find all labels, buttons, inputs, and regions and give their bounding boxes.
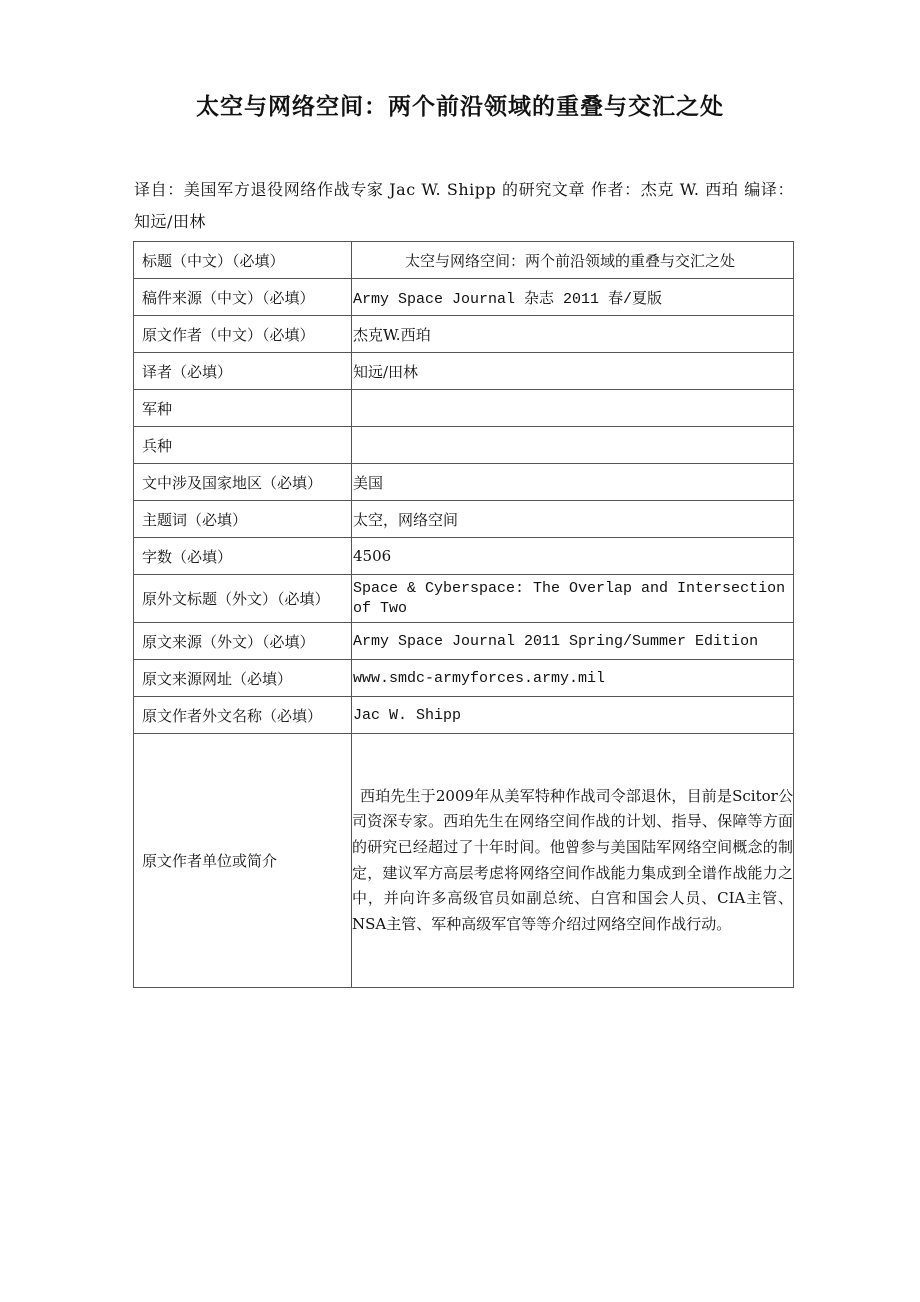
table-row (134, 242, 794, 279)
row-label-word-count: 字数（必填） (134, 538, 352, 575)
row-label-original-source: 原文来源（外文）（必填） (134, 623, 352, 660)
row-label-translator: 译者（必填） (134, 353, 352, 390)
row-label-service: 军种 (134, 390, 352, 427)
row-label-title-cn: 标题（中文）（必填） (134, 242, 352, 279)
table-row (134, 390, 794, 427)
row-label-author-bio: 原文作者单位或简介 (134, 734, 352, 988)
row-label-branch: 兵种 (134, 427, 352, 464)
table-row (134, 623, 794, 660)
row-value-source-url: www.smdc-armyforces.army.mil (352, 660, 794, 697)
row-label-author-cn: 原文作者（中文）（必填） (134, 316, 352, 353)
row-value-original-title: Space & Cyberspace: The Overlap and Intersection of Two (352, 575, 794, 623)
row-label-original-title: 原外文标题（外文）（必填） (134, 575, 352, 623)
table-row (134, 316, 794, 353)
translation-source-line: 译自：美国军方退役网络作战专家 Jac W. Shipp 的研究文章 作者：杰克 W. 西珀 编译：知远/田林 (134, 180, 794, 231)
article-info-table (133, 241, 794, 988)
row-value-countries: 美国 (352, 464, 794, 501)
row-label-source-url: 原文来源网址（必填） (134, 660, 352, 697)
row-value-title-cn: 太空与网络空间：两个前沿领域的重叠与交汇之处 (352, 242, 794, 279)
table-row (134, 501, 794, 538)
table-row (134, 660, 794, 697)
table-row (134, 538, 794, 575)
row-value-original-source: Army Space Journal 2011 Spring/Summer Edition (352, 623, 794, 660)
row-label-countries: 文中涉及国家地区（必填） (134, 464, 352, 501)
table-row (134, 575, 794, 623)
table-row (134, 464, 794, 501)
table-row (134, 734, 794, 988)
row-value-author-cn: 杰克W.西珀 (352, 316, 794, 353)
row-value-service (352, 390, 794, 427)
row-value-translator: 知远/田林 (352, 353, 794, 390)
table-row (134, 697, 794, 734)
row-value-author-foreign: Jac W. Shipp (352, 697, 794, 734)
row-label-source-cn: 稿件来源（中文）（必填） (134, 279, 352, 316)
table-row (134, 427, 794, 464)
author-bio-text: 西珀先生于2009年从美军特种作战司令部退休，目前是Scitor公司资深专家。西珀先生在网络空间作战的计划、指导、保障等方面的研究已经超过了十年时间。他曾参与美国陆军网络空间概念的制定，建议军方高层考虑将网络空间作战能力集成到全谱作战能力之中，并向许多高级官员如副总统、白宫和国会人员、CIA主管、NSA主管、军种高级军官等等介绍过网络空间作战行动。 (352, 786, 793, 933)
row-value-keywords: 太空，网络空间 (352, 501, 794, 538)
table-row (134, 353, 794, 390)
document-title: 太空与网络空间：两个前沿领域的重叠与交汇之处 (196, 94, 724, 120)
row-label-keywords: 主题词（必填） (134, 501, 352, 538)
row-value-author-bio (352, 734, 794, 988)
table-row (134, 279, 794, 316)
row-label-author-foreign: 原文作者外文名称（必填） (134, 697, 352, 734)
row-value-source-cn: Army Space Journal 杂志 2011 春/夏版 (352, 279, 794, 316)
row-value-branch (352, 427, 794, 464)
row-value-word-count: 4506 (352, 538, 794, 575)
